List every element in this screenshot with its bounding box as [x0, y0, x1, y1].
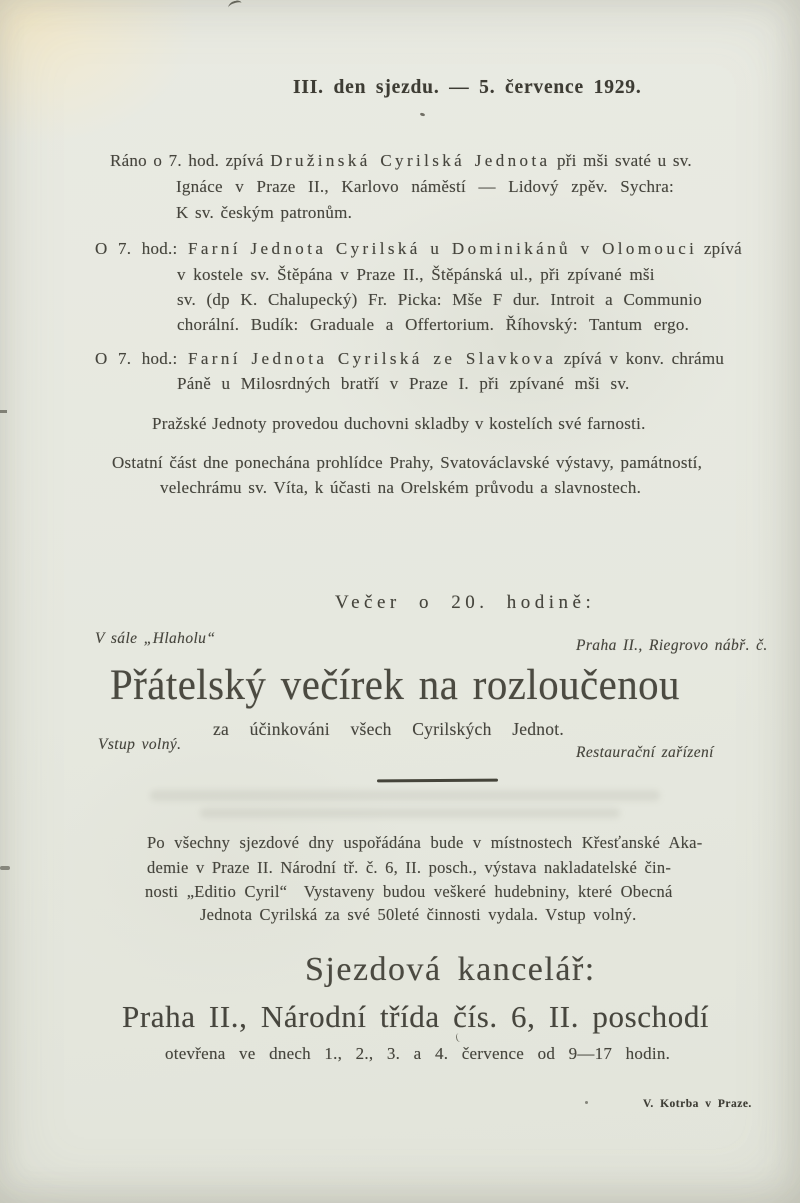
event-headline: Přátelský večírek na rozloučenou	[110, 662, 680, 709]
schedule-slavkov-line2: Páně u Milosrdných bratří v Praze I. při zpívané mši sv.	[177, 374, 630, 393]
text-segment: zpívá v konv. chrámu	[556, 349, 725, 368]
ink-bleed-through	[200, 808, 620, 818]
ink-bleed-through	[150, 790, 660, 801]
time-label: O 7. hod.:	[95, 239, 188, 258]
society-name: Farní Jednota Cyrilská ze Slavkova	[188, 349, 557, 368]
text-segment: zpívá	[697, 239, 742, 258]
scan-artifact-squiggle	[227, 0, 243, 12]
admission-note: Vstup volný.	[98, 736, 182, 753]
event-subtitle: za účinkováni všech Cyrilských Jednot.	[213, 719, 565, 739]
society-name: Farní Jednota Cyrilská u Dominikánů v Olomouci	[188, 239, 698, 258]
time-label: O 7. hod.:	[95, 349, 188, 368]
scan-artifact-dot	[420, 112, 426, 116]
scan-artifact-edge-dash	[0, 866, 10, 870]
rest-of-day-line2: velechrámu sv. Víta, k účasti na Orelském průvodu a slavnostech.	[160, 478, 642, 497]
evening-heading: Večer o 20. hodině:	[335, 592, 596, 613]
office-address: Praha II., Národní třída čís. 6, II. poschodí	[122, 999, 710, 1034]
page-title: III. den sjezdu. — 5. července 1929.	[293, 77, 642, 98]
venue-address: Praha II., Riegrovo nábř. č.	[576, 637, 768, 654]
schedule-olomouc-line1	[95, 239, 742, 259]
schedule-morning-line3: K sv. českým patronům.	[176, 203, 353, 222]
exhibition-line1: Po všechny sjezdové dny uspořádána bude v místnostech Křesťanské Aka-	[147, 833, 703, 852]
office-heading: Sjezdová kancelář:	[305, 951, 596, 988]
text-segment: Ráno o 7. hod. zpívá	[110, 151, 271, 170]
prague-societies-note: Pražské Jednoty provedou duchovni skladby v kostelích své farnosti.	[152, 414, 646, 433]
schedule-slavkov-line1	[95, 349, 724, 369]
printer-imprint: V. Kotrba v Praze.	[643, 1098, 752, 1110]
scan-artifact-edge-dash	[0, 410, 7, 413]
office-hours: otevřena ve dnech 1., 2., 3. a 4. července od 9—17 hodin.	[165, 1044, 671, 1063]
society-name: Družinská Cyrilská Jednota	[270, 151, 551, 170]
schedule-morning-line1	[110, 151, 692, 171]
rest-of-day-line1: Ostatní část dne ponechána prohlídce Prahy, Svatováclavské výstavy, památností,	[112, 453, 703, 472]
section-divider-rule	[377, 779, 498, 782]
text-segment: při mši svaté u sv.	[550, 151, 692, 170]
catering-note: Restaurační zařízení	[576, 744, 714, 761]
scan-artifact-speck	[585, 1101, 588, 1104]
schedule-olomouc-line2: v kostele sv. Štěpána v Praze II., Štěpánská ul., při zpívané mši	[177, 265, 655, 284]
venue-name: V sále „Hlaholu“	[95, 630, 216, 647]
exhibition-line3: nosti „Editio Cyril“ Vystaveny budou veškeré hudebniny, které Obecná	[145, 882, 673, 901]
exhibition-line2: demie v Praze II. Národní tř. č. 6, II. posch., výstava nakladatelské čin-	[147, 858, 672, 877]
schedule-olomouc-line3: sv. (dp K. Chalupecký) Fr. Picka: Mše F dur. Introit a Communio	[177, 290, 702, 309]
schedule-olomouc-line4: chorální. Budík: Graduale a Offertorium. Říhovský: Tantum ergo.	[177, 315, 690, 334]
schedule-morning-line2: Ignáce v Praze II., Karlovo náměstí — Lidový zpěv. Sychra:	[176, 177, 674, 196]
exhibition-line4: Jednota Cyrilská za své 50leté činnosti vydala. Vstup volný.	[200, 905, 637, 924]
